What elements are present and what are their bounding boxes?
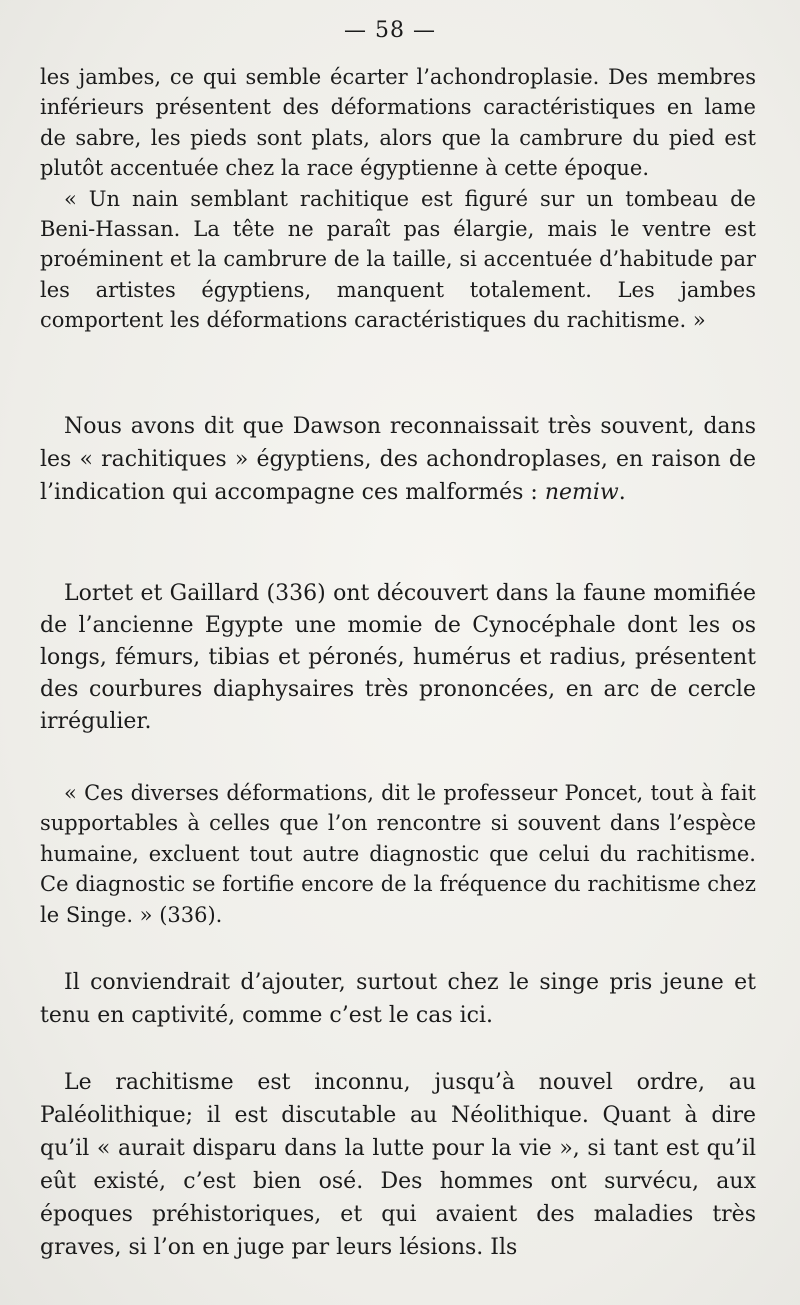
page-number: — 58 — [344,18,436,43]
paragraph-dwarf-quote: « Un nain semblant rachitique est figuré sur un tombeau de Beni-Hassan. La tête ne paraît pas élargie, mais le ventre est proéminent et la cambrure de la taille, si accentuée d’habitude par les artistes égyptiens, manquent totalement. Les jambes comportent les déformations caractéristiques du rachitisme. » [40,186,756,333]
paragraph-lortet: Lortet et Gaillard (336) ont découvert dans la faune momifiée de l’ancienne Egypte une momie de Cynocéphale dont les os longs, fémurs, tibias et péronés, humérus et radius, présentent des courbures diaphysaires très prononcées, en arc de cercle irrégulier. [40,581,756,734]
text-block-dawson [40,410,756,509]
text-block-captivity [40,966,756,1032]
paragraph-legs: les jambes, ce qui semble écarter l’achondroplasie. Des membres inférieurs présentent des déformations caractéristiques en lame de sabre, les pieds sont plats, alors que la cambrure du pied est plutôt accentuée chez la race égyptienne à cette époque. [40,65,756,181]
text-block-poncet [40,778,756,930]
text-block-legs [40,62,756,336]
paragraph-dawson [40,410,756,509]
paragraph-dawson-italic: nemiw [544,480,619,505]
paragraph-dawson-text: Nous avons dit que Dawson reconnaissait très souvent, dans les « rachitiques » égyptiens, des achondroplases, en raison de l’indication qui accompagne ces malformés : [40,414,756,505]
paragraph-captivity: Il conviendrait d’ajouter, surtout chez le singe pris jeune et tenu en captivité, comme c’est le cas ici. [40,970,756,1028]
text-block-paleolithic [40,1066,756,1264]
paragraph-dawson-end: . [618,480,626,505]
paragraph-poncet-quote: « Ces diverses déformations, dit le professeur Poncet, tout à fait supportables à celles que l’on rencontre si souvent dans l’espèce humaine, excluent tout autre diagnostic que celui du rachitisme. Ce diagnostic se fortifie encore de la fréquence du rachitisme chez le Singe. » (336). [40,781,756,927]
text-block-lortet [40,578,756,738]
paragraph-paleolithic: Le rachitisme est inconnu, jusqu’à nouvel ordre, au Paléolithique; il est discutable au Néolithique. Quant à dire qu’il « aurait disparu dans la lutte pour la vie », si tant est qu’il eût existé, c’est bien osé. Des hommes ont survécu, aux époques préhistoriques, et qui avaient des maladies très graves, si l’on en juge par leurs lésions. Ils [40,1070,756,1260]
